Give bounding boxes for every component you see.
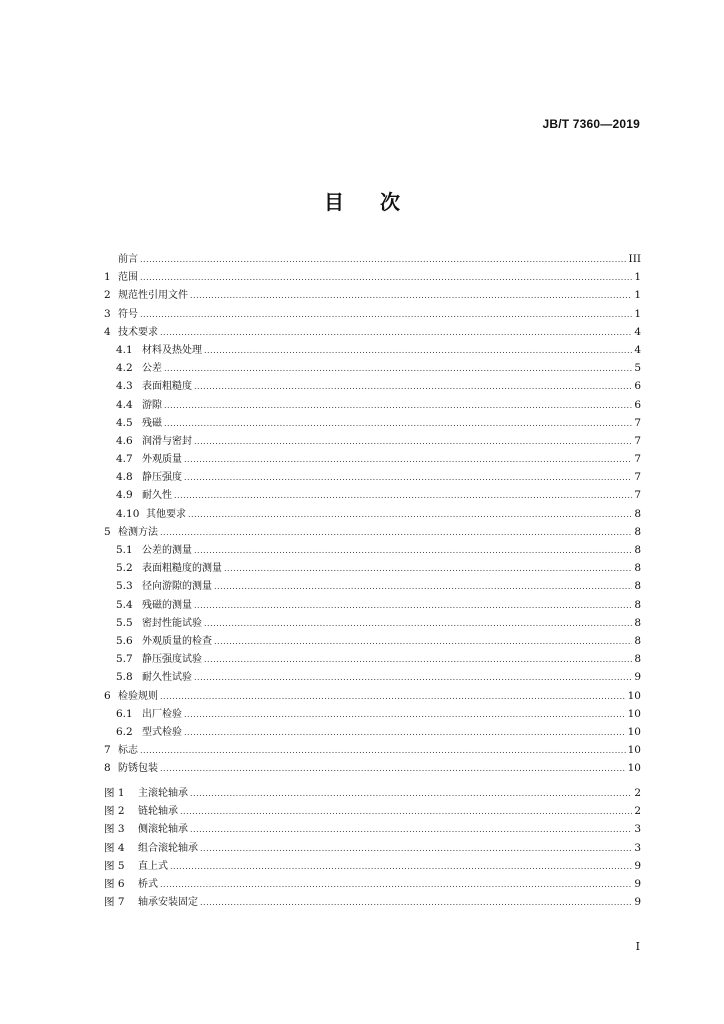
toc-entry-number: 5.6 [116, 634, 133, 647]
figure-entry-number: 图 5 [104, 859, 125, 872]
toc-entry[interactable] [104, 250, 641, 268]
dot-leader [140, 251, 627, 269]
toc-entry-label: 范围 [118, 272, 138, 284]
toc-entry-number: 6 [104, 689, 111, 702]
toc-entry-page: 4 [634, 325, 641, 338]
toc-entry-page: 7 [634, 453, 641, 466]
toc-entry[interactable] [104, 541, 641, 559]
dot-leader [190, 287, 632, 305]
dot-leader [174, 487, 632, 505]
toc-entry[interactable] [104, 687, 641, 705]
toc-entry-label: 表面粗糙度 [142, 381, 192, 393]
figure-entry-label: 桥式 [138, 878, 158, 890]
table-of-contents [104, 250, 641, 777]
dot-leader [204, 615, 632, 633]
toc-entry[interactable] [104, 377, 641, 395]
dot-leader [188, 506, 632, 524]
toc-entry[interactable] [104, 614, 641, 632]
toc-entry-number: 4.7 [116, 453, 133, 466]
toc-entry-page: 7 [634, 434, 641, 447]
toc-entry-label: 前言 [118, 254, 138, 265]
figure-entry-label: 链轮轴承 [138, 806, 178, 818]
toc-entry[interactable] [104, 596, 641, 614]
dot-leader [160, 760, 626, 778]
toc-entry-label: 残磁的测量 [142, 599, 192, 611]
toc-entry[interactable] [104, 341, 641, 359]
dot-leader [204, 342, 632, 360]
toc-entry-page: 8 [634, 562, 641, 575]
toc-entry-page: 5 [634, 362, 641, 375]
toc-entry-label: 公差的测量 [142, 545, 192, 556]
dot-leader [214, 578, 632, 596]
toc-entry[interactable] [104, 286, 641, 304]
toc-entry[interactable] [104, 759, 641, 777]
figure-entry-number: 图 3 [104, 823, 125, 836]
toc-entry-number: 5.5 [116, 616, 133, 629]
toc-entry-label: 密封性能试验 [142, 617, 202, 629]
toc-entry-number: 4.6 [116, 434, 133, 447]
dot-leader [160, 324, 632, 342]
toc-entry-label: 型式检验 [142, 726, 182, 738]
toc-entry-number: 5 [104, 525, 111, 538]
figure-entry-number: 图 4 [104, 841, 125, 854]
toc-entry-page: 8 [634, 525, 641, 538]
toc-entry-label: 符号 [118, 308, 138, 320]
toc-entry-page: 10 [627, 744, 641, 757]
figure-entry-label: 组合滚轮轴承 [138, 842, 198, 854]
toc-entry[interactable] [104, 486, 641, 504]
toc-entry-number: 7 [104, 744, 111, 757]
toc-entry[interactable] [104, 305, 641, 323]
toc-entry-label: 其他要求 [146, 508, 186, 520]
figure-entry[interactable] [104, 839, 641, 857]
figure-entry-page: 2 [634, 787, 641, 799]
figure-entry[interactable] [104, 820, 641, 838]
toc-entry[interactable] [104, 705, 641, 723]
toc-entry-number: 5.1 [116, 544, 133, 556]
figure-entry-page: 9 [634, 877, 641, 890]
figure-entry[interactable] [104, 784, 641, 802]
figure-entry-label: 主滚轮轴承 [138, 788, 188, 799]
dot-leader [160, 876, 632, 894]
toc-entry[interactable] [104, 450, 641, 468]
dot-leader [164, 415, 632, 433]
toc-entry-number: 4 [104, 325, 111, 338]
dot-leader [170, 858, 632, 876]
toc-entry-number: 3 [104, 307, 111, 320]
toc-entry[interactable] [104, 432, 641, 450]
toc-entry-label: 残磁 [142, 417, 162, 429]
toc-entry-label: 静压强度 [142, 472, 182, 484]
dot-leader [224, 560, 632, 578]
toc-entry-number: 4.3 [116, 380, 133, 393]
toc-entry-label: 出厂检验 [142, 708, 182, 720]
toc-entry-page: 10 [627, 762, 641, 775]
toc-entry[interactable] [104, 668, 641, 686]
toc-entry[interactable] [104, 523, 641, 541]
dot-leader [184, 451, 632, 469]
figure-entry-page: 9 [634, 859, 641, 872]
toc-entry[interactable] [104, 577, 641, 595]
toc-entry-label: 径向游隙的测量 [142, 581, 212, 593]
toc-entry-page: 1 [634, 307, 641, 320]
figure-entry-number: 图 7 [104, 896, 125, 909]
toc-entry-page: 8 [634, 653, 641, 666]
figure-entry-number: 图 6 [104, 877, 125, 890]
dot-leader [194, 433, 632, 451]
figure-entry[interactable] [104, 857, 641, 875]
dot-leader [180, 803, 632, 821]
figure-entry[interactable] [104, 893, 641, 911]
figure-entry[interactable] [104, 802, 641, 820]
dot-leader [184, 469, 632, 487]
dot-leader [190, 821, 632, 839]
toc-entry-page: 4 [634, 343, 641, 356]
toc-entry[interactable] [104, 650, 641, 668]
dot-leader [140, 306, 632, 324]
toc-entry-number: 4.5 [116, 416, 133, 429]
dot-leader [164, 360, 632, 378]
page-title: 目次 [324, 190, 436, 214]
toc-entry[interactable] [104, 505, 641, 523]
toc-entry-page: 8 [634, 598, 641, 611]
figure-entry-page: 2 [634, 805, 641, 818]
toc-entry[interactable] [104, 323, 641, 341]
toc-entry[interactable] [104, 559, 641, 577]
dot-leader [140, 742, 626, 760]
toc-entry-number: 5.4 [116, 598, 133, 611]
dot-leader [160, 688, 626, 706]
toc-entry-page: 10 [627, 725, 641, 738]
dot-leader [190, 785, 632, 803]
figure-entry[interactable] [104, 875, 641, 893]
toc-entry-page: 8 [634, 507, 641, 520]
toc-entry-label: 表面粗糙度的测量 [142, 563, 222, 575]
dot-leader [184, 724, 626, 742]
figure-entry-page: 9 [634, 896, 641, 909]
toc-entry-label: 检测方法 [118, 526, 158, 538]
toc-entry-label: 外观质量 [142, 454, 182, 466]
toc-entry-page: 6 [634, 380, 641, 393]
toc-entry[interactable] [104, 741, 641, 759]
figure-entry-label: 轴承安装固定 [138, 897, 198, 909]
toc-entry-number: 5.2 [116, 562, 133, 575]
figure-entry-label: 侧滚轮轴承 [138, 824, 188, 836]
toc-entry-number: 4.1 [116, 343, 133, 356]
toc-entry-number: 8 [104, 762, 111, 775]
toc-entry-page: 9 [634, 671, 641, 684]
toc-entry-number: 4.8 [116, 471, 133, 484]
toc-entry-label: 检验规则 [118, 690, 158, 702]
toc-entry-page: 10 [627, 707, 641, 720]
dot-leader [160, 524, 632, 542]
dot-leader [164, 397, 632, 415]
toc-entry-label: 材料及热处理 [142, 344, 202, 356]
toc-entry-label: 耐久性试验 [142, 672, 192, 684]
toc-entry-number: 5.7 [116, 653, 133, 666]
toc-entry-label: 耐久性 [142, 490, 172, 502]
dot-leader [194, 597, 632, 615]
page-number: I [635, 940, 640, 953]
dot-leader [194, 542, 632, 560]
dot-leader [184, 706, 626, 724]
figure-entry-number: 图 2 [104, 805, 125, 818]
toc-entry-number: 5.8 [116, 671, 133, 684]
toc-entry-number: 5.3 [116, 580, 133, 593]
dot-leader [214, 633, 632, 651]
figure-entry-label: 直上式 [138, 860, 168, 872]
toc-entry-label: 防锈包装 [118, 763, 158, 775]
toc-entry-number: 4.4 [116, 398, 133, 411]
toc-entry-page: 7 [634, 416, 641, 429]
toc-entry-number: 4.10 [116, 507, 140, 520]
toc-entry[interactable] [104, 359, 641, 377]
toc-entry-page: 7 [634, 471, 641, 484]
toc-entry-label: 技术要求 [118, 326, 158, 338]
toc-entry-page: 1 [634, 271, 641, 284]
toc-entry-page: 1 [634, 289, 641, 302]
dot-leader [140, 269, 632, 287]
toc-entry[interactable] [104, 723, 641, 741]
toc-entry-page: 8 [634, 616, 641, 629]
dot-leader [200, 894, 632, 912]
figure-entry-number: 图 1 [104, 787, 125, 799]
toc-entry-page: 10 [627, 689, 641, 702]
toc-entry-label: 静压强度试验 [142, 654, 202, 666]
toc-entry[interactable] [104, 268, 641, 286]
dot-leader [194, 378, 632, 396]
toc-entry-label: 公差 [142, 363, 162, 375]
dot-leader [194, 669, 632, 687]
toc-entry-page: 8 [634, 544, 641, 556]
toc-entry-label: 外观质量的检查 [142, 635, 212, 647]
toc-entry-page: 8 [634, 580, 641, 593]
figure-entry-page: 3 [634, 841, 641, 854]
toc-entry-number: 1 [104, 271, 111, 284]
standard-number: JB/T 7360—2019 [542, 117, 640, 131]
toc-entry[interactable] [104, 396, 641, 414]
toc-entry-page: III [628, 253, 641, 265]
toc-entry[interactable] [104, 414, 641, 432]
toc-entry-number: 6.1 [116, 707, 133, 720]
toc-entry-page: 8 [634, 634, 641, 647]
toc-entry-number: 4.9 [116, 489, 133, 502]
toc-entry-label: 润滑与密封 [142, 435, 192, 447]
toc-entry-number: 2 [104, 289, 111, 302]
dot-leader [204, 651, 632, 669]
figure-list [104, 784, 641, 911]
toc-entry-number: 4.2 [116, 362, 133, 375]
toc-entry[interactable] [104, 468, 641, 486]
figure-entry-page: 3 [634, 823, 641, 836]
toc-entry-page: 7 [634, 489, 641, 502]
toc-entry-page: 6 [634, 398, 641, 411]
toc-entry-label: 游隙 [142, 399, 162, 411]
toc-entry[interactable] [104, 632, 641, 650]
dot-leader [200, 840, 632, 858]
toc-entry-label: 规范性引用文件 [118, 290, 188, 302]
toc-entry-number: 6.2 [116, 725, 133, 738]
toc-entry-label: 标志 [118, 745, 138, 757]
